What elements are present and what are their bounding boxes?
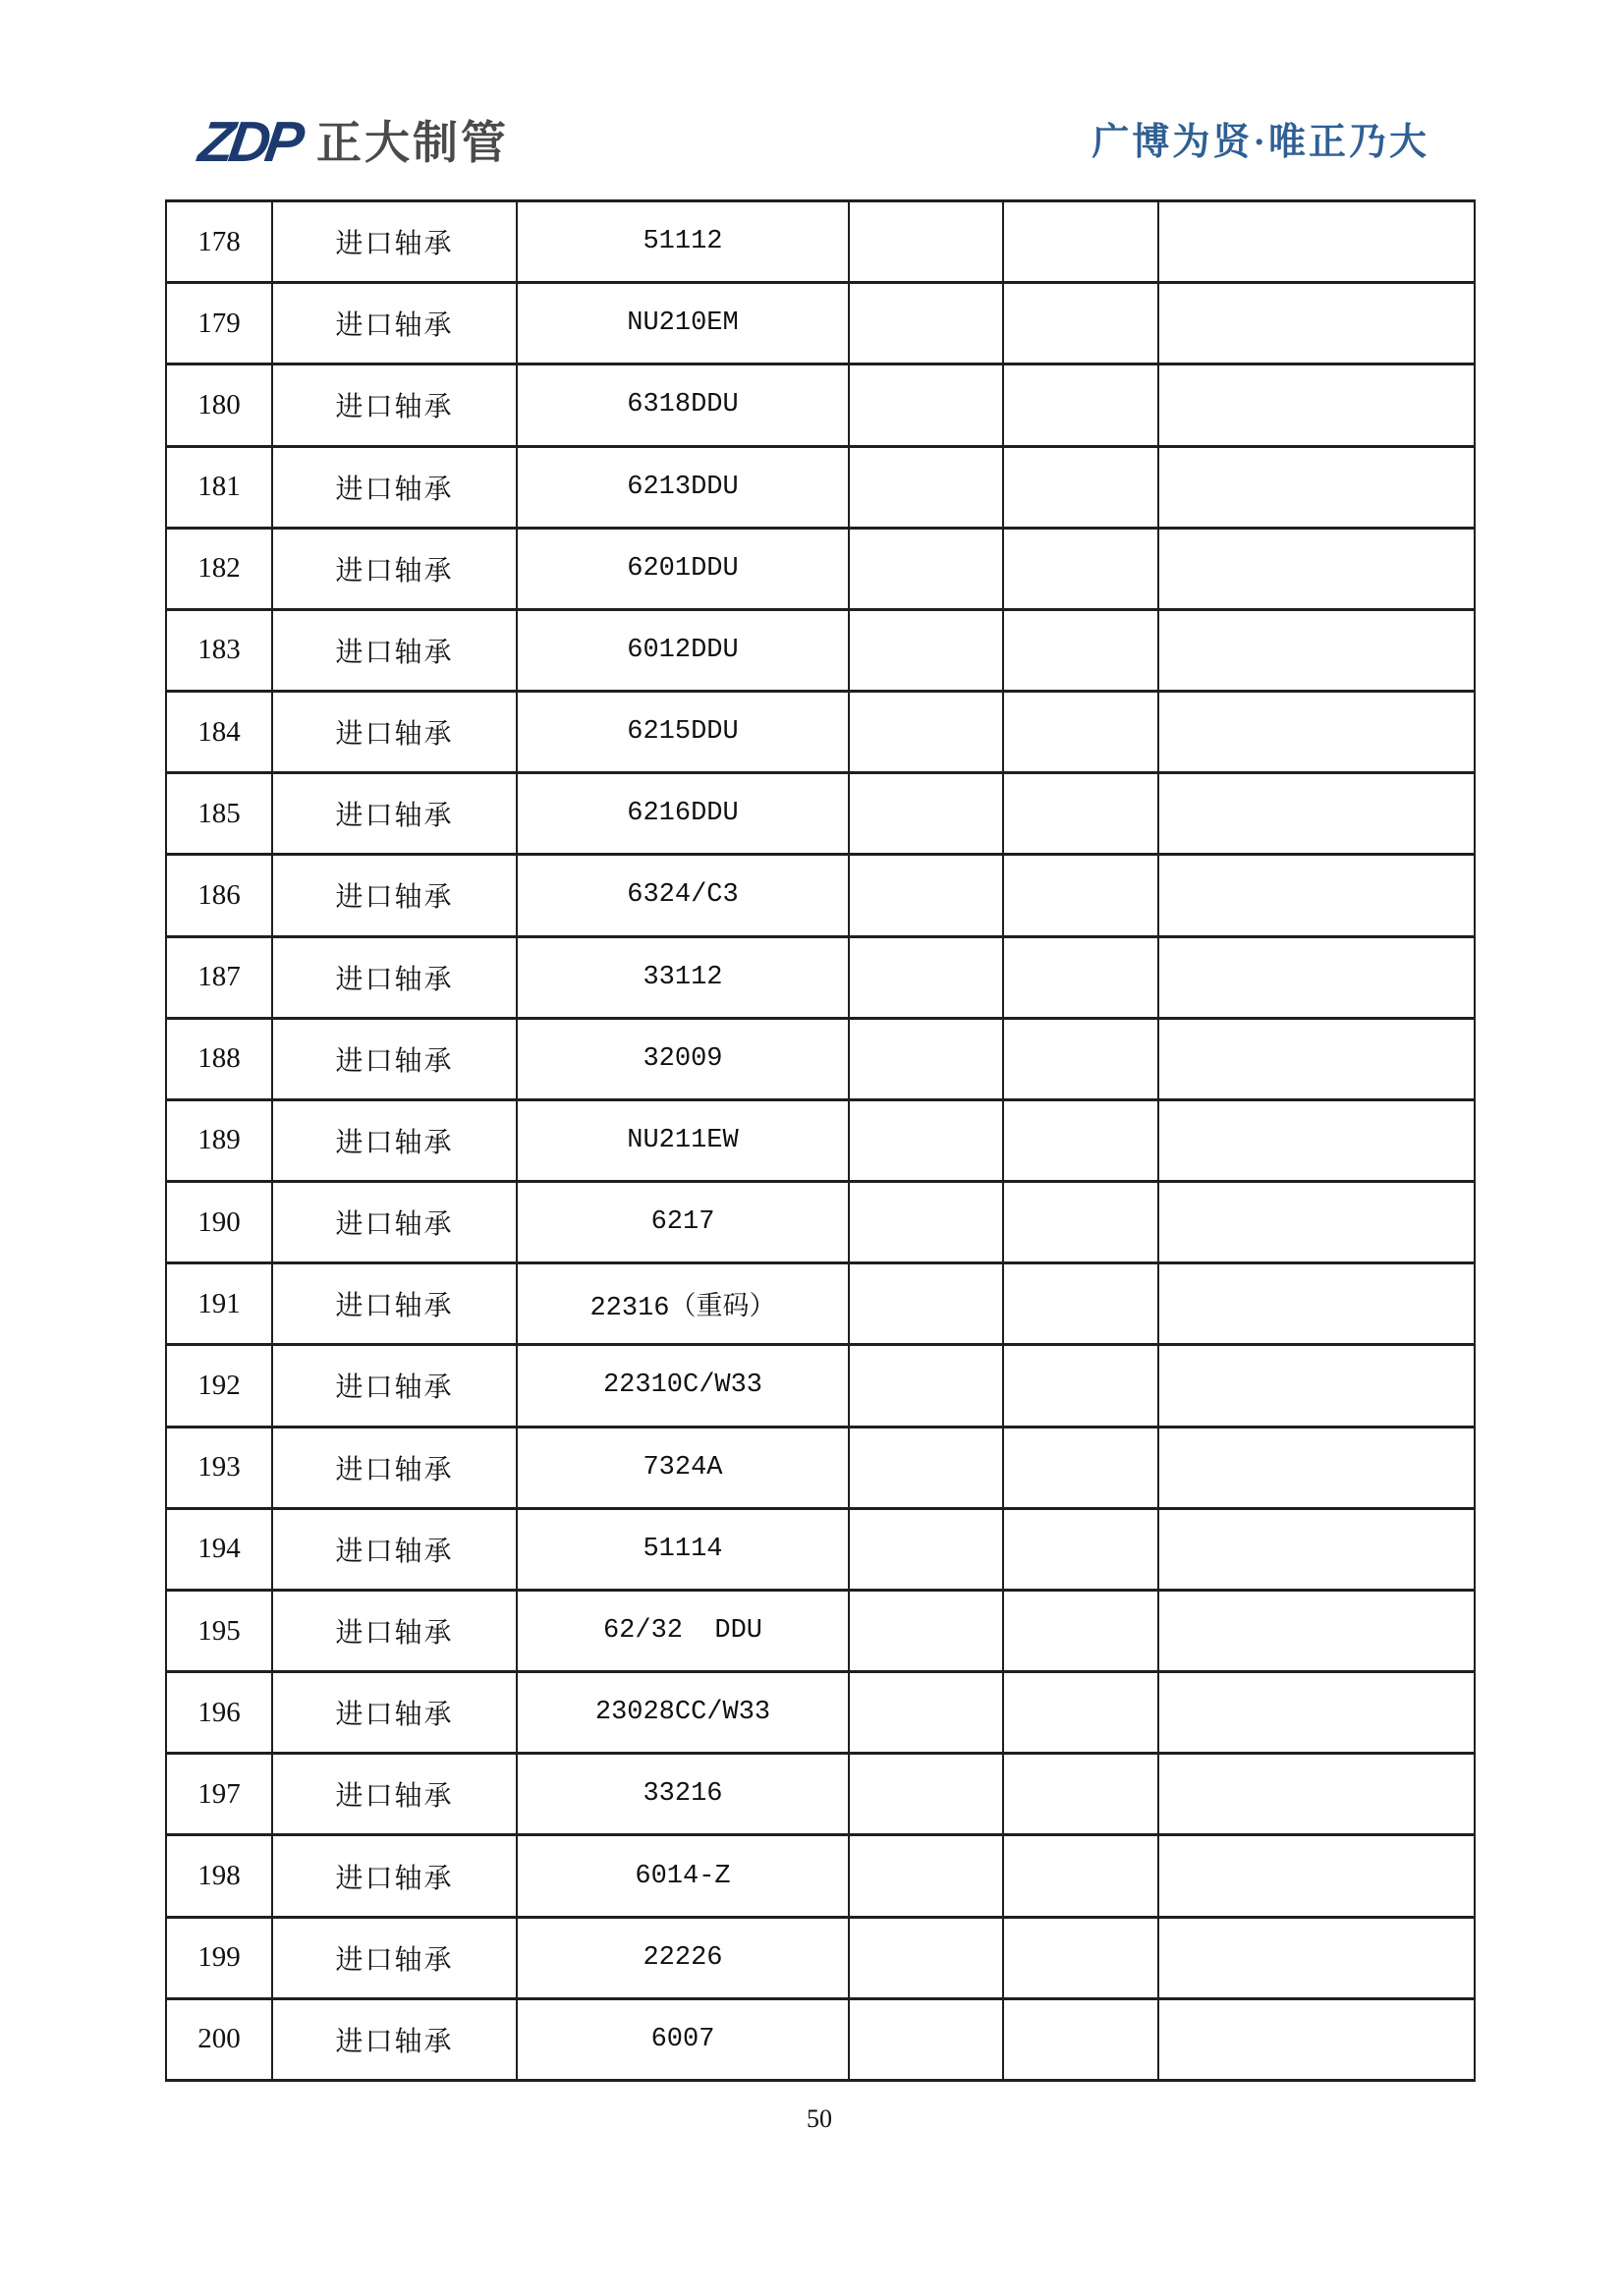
table-row	[166, 446, 1475, 528]
cell-empty-c	[1158, 1754, 1475, 1835]
table-row	[166, 692, 1475, 773]
cell-model: 6007	[517, 1998, 849, 2080]
cell-empty-a	[849, 528, 1003, 609]
cell-empty-c	[1158, 855, 1475, 936]
cell-empty-c	[1158, 201, 1475, 283]
cell-empty-c	[1158, 283, 1475, 364]
cell-row-number: 186	[166, 855, 272, 936]
cell-empty-a	[849, 1590, 1003, 1671]
cell-empty-c	[1158, 1508, 1475, 1590]
table-row	[166, 1182, 1475, 1263]
cell-category: 进口轴承	[272, 692, 517, 773]
cell-empty-a	[849, 201, 1003, 283]
cell-row-number: 183	[166, 609, 272, 691]
page-number: 50	[807, 2104, 832, 2133]
cell-model: 6014-Z	[517, 1835, 849, 1917]
cell-empty-b	[1003, 855, 1158, 936]
cell-model: 6217	[517, 1182, 849, 1263]
cell-model: 22310C/W33	[517, 1345, 849, 1427]
parts-table	[165, 199, 1476, 2082]
cell-empty-c	[1158, 1182, 1475, 1263]
cell-category: 进口轴承	[272, 1754, 517, 1835]
cell-empty-a	[849, 773, 1003, 855]
cell-row-number: 192	[166, 1345, 272, 1427]
cell-empty-b	[1003, 201, 1158, 283]
cell-empty-a	[849, 1345, 1003, 1427]
cell-category: 进口轴承	[272, 855, 517, 936]
cell-category: 进口轴承	[272, 1018, 517, 1099]
table-row	[166, 1754, 1475, 1835]
table-row	[166, 1917, 1475, 1998]
table-row	[166, 1835, 1475, 1917]
cell-empty-c	[1158, 1998, 1475, 2080]
cell-empty-c	[1158, 1263, 1475, 1345]
cell-model: 6201DDU	[517, 528, 849, 609]
table-row	[166, 528, 1475, 609]
cell-category: 进口轴承	[272, 1182, 517, 1263]
cell-category: 进口轴承	[272, 1998, 517, 2080]
cell-row-number: 184	[166, 692, 272, 773]
cell-empty-c	[1158, 364, 1475, 446]
cell-empty-c	[1158, 1018, 1475, 1099]
table-row	[166, 936, 1475, 1018]
cell-empty-b	[1003, 364, 1158, 446]
table-row	[166, 1508, 1475, 1590]
cell-empty-a	[849, 1508, 1003, 1590]
table-row	[166, 609, 1475, 691]
cell-category: 进口轴承	[272, 528, 517, 609]
cell-empty-b	[1003, 1672, 1158, 1754]
cell-empty-b	[1003, 936, 1158, 1018]
cell-category: 进口轴承	[272, 201, 517, 283]
cell-empty-c	[1158, 609, 1475, 691]
company-logo	[195, 110, 509, 174]
cell-row-number: 191	[166, 1263, 272, 1345]
cell-empty-b	[1003, 1754, 1158, 1835]
logo-zdp-mark: ZDP	[195, 110, 304, 174]
cell-category: 进口轴承	[272, 1263, 517, 1345]
cell-empty-b	[1003, 1835, 1158, 1917]
cell-row-number: 187	[166, 936, 272, 1018]
cell-category: 进口轴承	[272, 609, 517, 691]
table-row	[166, 1672, 1475, 1754]
cell-empty-c	[1158, 528, 1475, 609]
cell-model: NU211EW	[517, 1099, 849, 1181]
cell-empty-b	[1003, 1182, 1158, 1263]
cell-category: 进口轴承	[272, 1917, 517, 1998]
cell-category: 进口轴承	[272, 1508, 517, 1590]
cell-empty-a	[849, 283, 1003, 364]
cell-row-number: 179	[166, 283, 272, 364]
cell-empty-c	[1158, 1099, 1475, 1181]
cell-row-number: 189	[166, 1099, 272, 1181]
cell-empty-a	[849, 609, 1003, 691]
cell-row-number: 195	[166, 1590, 272, 1671]
cell-empty-b	[1003, 1427, 1158, 1508]
cell-row-number: 194	[166, 1508, 272, 1590]
cell-category: 进口轴承	[272, 773, 517, 855]
cell-empty-c	[1158, 1345, 1475, 1427]
table-row	[166, 1263, 1475, 1345]
table-row	[166, 1018, 1475, 1099]
cell-empty-b	[1003, 1018, 1158, 1099]
cell-empty-c	[1158, 773, 1475, 855]
cell-empty-b	[1003, 283, 1158, 364]
table-row	[166, 364, 1475, 446]
header-slogan: 广博为贤·唯正乃大	[1091, 122, 1429, 163]
cell-empty-b	[1003, 528, 1158, 609]
cell-category: 进口轴承	[272, 364, 517, 446]
table-row	[166, 1099, 1475, 1181]
cell-row-number: 188	[166, 1018, 272, 1099]
cell-row-number: 181	[166, 446, 272, 528]
cell-empty-a	[849, 1917, 1003, 1998]
cell-empty-c	[1158, 1590, 1475, 1671]
cell-row-number: 182	[166, 528, 272, 609]
cell-category: 进口轴承	[272, 1427, 517, 1508]
cell-category: 进口轴承	[272, 936, 517, 1018]
cell-empty-a	[849, 446, 1003, 528]
cell-category: 进口轴承	[272, 283, 517, 364]
cell-empty-c	[1158, 1427, 1475, 1508]
cell-model: 6318DDU	[517, 364, 849, 446]
cell-empty-b	[1003, 1345, 1158, 1427]
cell-empty-a	[849, 364, 1003, 446]
table-row	[166, 773, 1475, 855]
cell-empty-a	[849, 855, 1003, 936]
cell-model: 22226	[517, 1917, 849, 1998]
cell-row-number: 199	[166, 1917, 272, 1998]
cell-empty-b	[1003, 692, 1158, 773]
cell-model: 7324A	[517, 1427, 849, 1508]
cell-model: 33216	[517, 1754, 849, 1835]
cell-empty-a	[849, 1998, 1003, 2080]
cell-empty-b	[1003, 446, 1158, 528]
cell-empty-c	[1158, 1917, 1475, 1998]
table-row	[166, 855, 1475, 936]
cell-row-number: 198	[166, 1835, 272, 1917]
cell-empty-c	[1158, 1672, 1475, 1754]
table-row	[166, 201, 1475, 283]
cell-model: 6215DDU	[517, 692, 849, 773]
cell-model: 51114	[517, 1508, 849, 1590]
table-row	[166, 1345, 1475, 1427]
table-row	[166, 1427, 1475, 1508]
cell-row-number: 185	[166, 773, 272, 855]
cell-model: 6012DDU	[517, 609, 849, 691]
cell-empty-b	[1003, 1508, 1158, 1590]
cell-empty-b	[1003, 1263, 1158, 1345]
cell-empty-c	[1158, 692, 1475, 773]
cell-model: 62/32 DDU	[517, 1590, 849, 1671]
cell-category: 进口轴承	[272, 1099, 517, 1181]
cell-row-number: 193	[166, 1427, 272, 1508]
cell-empty-a	[849, 1835, 1003, 1917]
table-row	[166, 1590, 1475, 1671]
cell-empty-b	[1003, 609, 1158, 691]
cell-empty-a	[849, 692, 1003, 773]
cell-category: 进口轴承	[272, 446, 517, 528]
cell-empty-a	[849, 1672, 1003, 1754]
cell-empty-b	[1003, 1590, 1158, 1671]
table-row	[166, 1998, 1475, 2080]
cell-empty-b	[1003, 1998, 1158, 2080]
cell-empty-b	[1003, 1917, 1158, 1998]
cell-model: 6324/C3	[517, 855, 849, 936]
cell-model: 32009	[517, 1018, 849, 1099]
cell-category: 进口轴承	[272, 1590, 517, 1671]
cell-model: 6216DDU	[517, 773, 849, 855]
cell-empty-a	[849, 1099, 1003, 1181]
cell-model: 51112	[517, 201, 849, 283]
cell-row-number: 197	[166, 1754, 272, 1835]
cell-empty-b	[1003, 1099, 1158, 1181]
cell-row-number: 196	[166, 1672, 272, 1754]
cell-category: 进口轴承	[272, 1835, 517, 1917]
parts-table-body	[166, 201, 1475, 2081]
cell-empty-a	[849, 1182, 1003, 1263]
cell-empty-a	[849, 1754, 1003, 1835]
cell-model: 23028CC/W33	[517, 1672, 849, 1754]
cell-model: 33112	[517, 936, 849, 1018]
cell-model: 22316（重码）	[517, 1263, 849, 1345]
cell-empty-a	[849, 1263, 1003, 1345]
cell-row-number: 180	[166, 364, 272, 446]
cell-empty-a	[849, 1018, 1003, 1099]
cell-empty-c	[1158, 936, 1475, 1018]
table-row	[166, 283, 1475, 364]
cell-model: NU210EM	[517, 283, 849, 364]
cell-row-number: 178	[166, 201, 272, 283]
cell-empty-c	[1158, 446, 1475, 528]
cell-row-number: 190	[166, 1182, 272, 1263]
cell-row-number: 200	[166, 1998, 272, 2080]
cell-category: 进口轴承	[272, 1672, 517, 1754]
logo-company-name: 正大制管	[316, 117, 509, 168]
cell-category: 进口轴承	[272, 1345, 517, 1427]
cell-empty-a	[849, 936, 1003, 1018]
cell-model: 6213DDU	[517, 446, 849, 528]
cell-empty-b	[1003, 773, 1158, 855]
cell-empty-c	[1158, 1835, 1475, 1917]
cell-empty-a	[849, 1427, 1003, 1508]
